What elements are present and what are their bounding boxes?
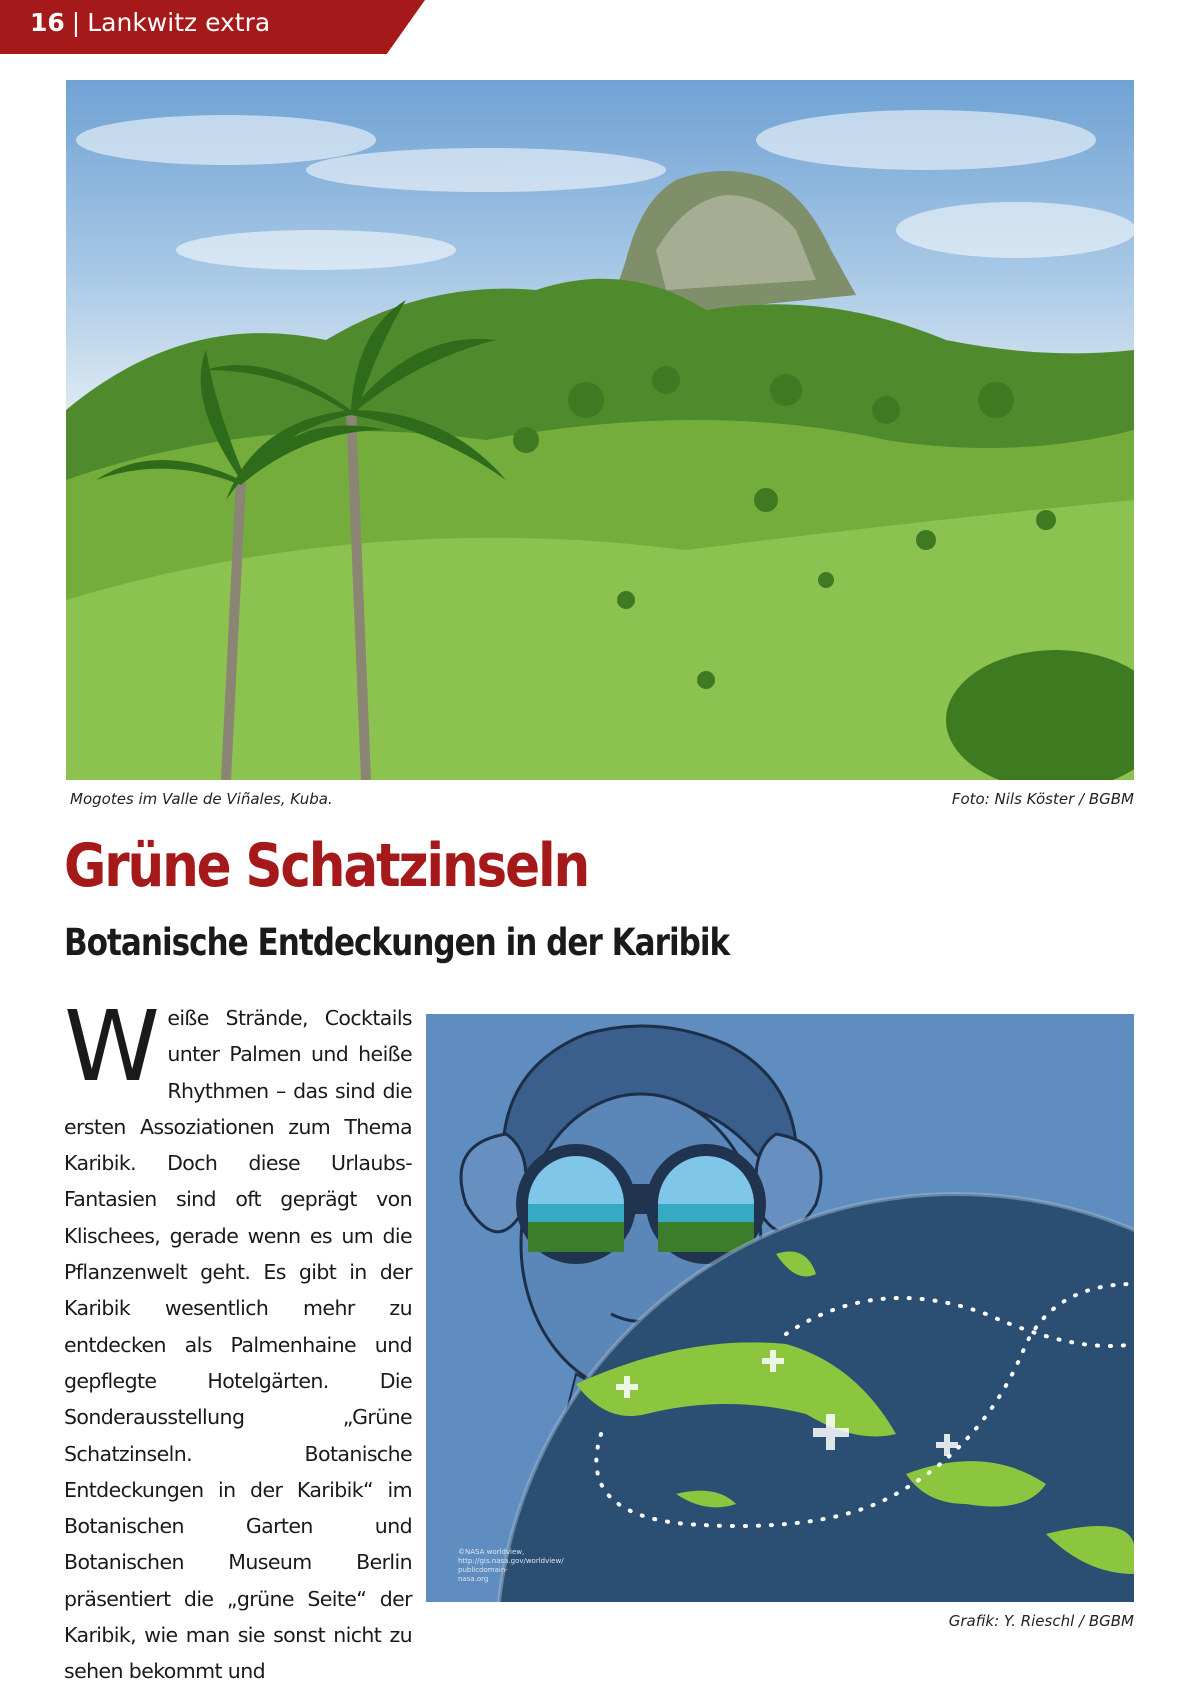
section-name: Lankwitz extra <box>87 8 271 37</box>
page-number: 16 <box>30 8 65 37</box>
graphic-credit: Grafik: Y. Rieschl / BGBM <box>948 1612 1134 1630</box>
header-separator: | <box>71 8 81 37</box>
article-subtitle: Botanische Entdeckungen in der Karibik <box>64 921 730 964</box>
photo-caption: Mogotes im Valle de Viñales, Kuba. <box>70 790 333 808</box>
illustration-drawing <box>426 1014 1134 1602</box>
graphic-source-note: ©NASA worldview, http://gis.nasa.gov/worldview/ publicdomain-nasa.org <box>458 1548 564 1583</box>
photo-credit: Foto: Nils Köster / BGBM <box>951 790 1134 808</box>
article-body-text: eiße Strände, Cocktails unter Palmen und heiße Rhythmen – das sind die ersten Assoziationen zum Thema Karibik. Doch diese Urlaubs-Fantasien sind oft geprägt von Klischees, gerade wenn es um die Pflanzenwelt geht. Es gibt in der Karibik wesentlich mehr zu entdecken als Palmenhaine und gepflegte Hotelgärten. Die Sonderausstellung „Grüne Schatzinseln. Botanische Entdeckungen in der Karibik“ im Botanischen Garten und Botanischen Museum Berlin präsentiert die „grüne Seite“ der Karibik, wie man sie sonst nicht zu sehen bekommt und <box>64 1006 412 1684</box>
article-body <box>64 990 412 1690</box>
binoculars-globe-illustration <box>426 1014 1134 1602</box>
header-label <box>30 8 270 37</box>
drop-cap: W <box>64 990 160 1103</box>
article-title: Grüne Schatzinseln <box>64 831 589 901</box>
landscape-photo <box>66 80 1134 780</box>
landscape-illustration <box>66 80 1134 780</box>
